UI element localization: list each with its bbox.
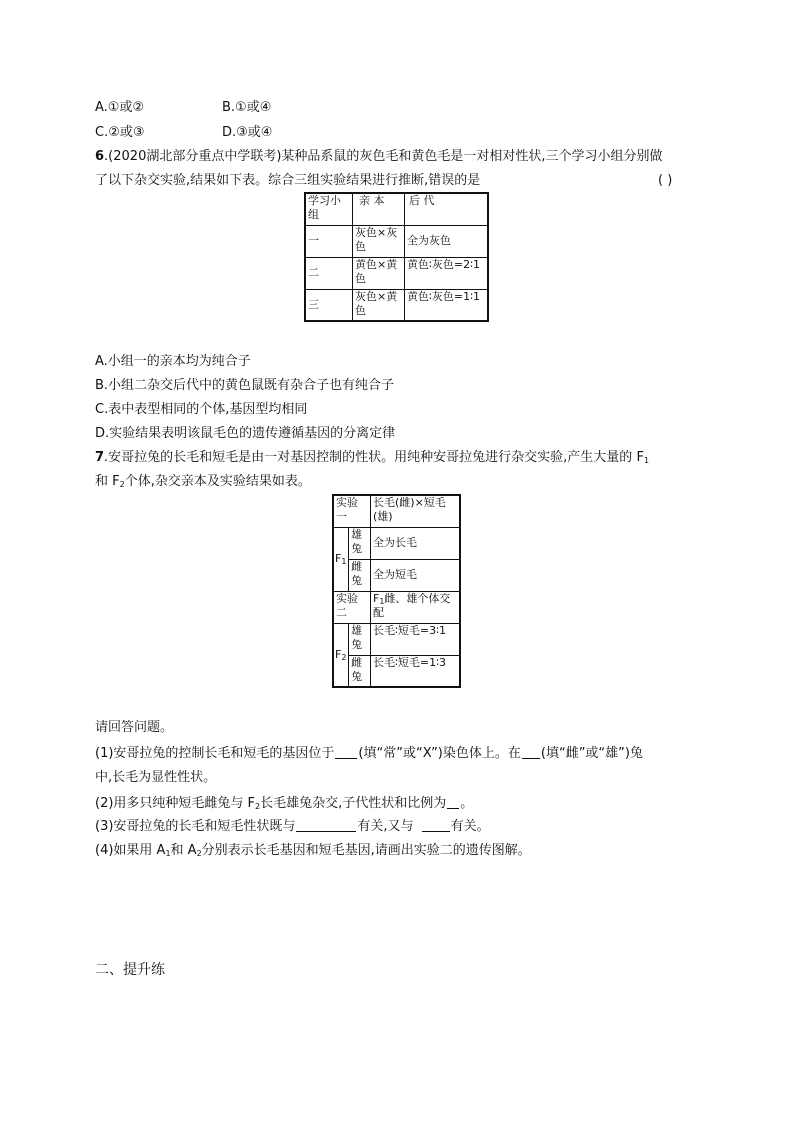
- q7-f1-female-result: 全为短毛: [371, 559, 461, 591]
- q7-f2-female-label: 雌兔: [349, 655, 371, 687]
- q6-header-offspring: 后 代: [405, 193, 489, 225]
- q5-option-d: D.③或④: [222, 125, 273, 140]
- q6-option-b: B.小组二杂交后代中的黄色鼠既有杂合子也有纯合子: [95, 378, 395, 393]
- q7-f2-female-result: 长毛∶短毛=1∶3: [371, 655, 461, 687]
- q7-sub3: (3)安哥拉兔的长毛和短毛性状既与 有关,又与 有关。: [95, 819, 490, 834]
- q7-f1-male-label: 雄兔: [349, 527, 371, 559]
- section-heading: 二、提升练: [95, 962, 165, 978]
- q5-option-c: C.②或③: [95, 125, 145, 140]
- q6-row1-group: 一: [305, 225, 353, 257]
- q7-exp1-label: 实验一: [333, 495, 371, 527]
- q7-exp2-content: $F_1$雌、雄个体交配: [371, 591, 461, 623]
- q6-answer-paren: ( ): [658, 173, 673, 188]
- q7-exp2-label: 实验二: [333, 591, 371, 623]
- q6-row1-offspring: 全为灰色: [405, 225, 489, 257]
- q7-sub2: (2)用多只纯种短毛雌兔与 $F_2$长毛雄兔杂交,子代性状和比例为 。: [95, 796, 474, 811]
- q7-f2-label: $F_2$: [333, 623, 349, 687]
- q7-prompt: 请回答问题。: [95, 720, 174, 735]
- answer-blank[interactable]: [522, 745, 540, 759]
- q6-row2-group: 二: [305, 257, 353, 289]
- q7-sub1-line2: 中,长毛为显性性状。: [95, 770, 217, 785]
- q7-f1-male-result: 全为长毛: [371, 527, 461, 559]
- q6-number: 6: [95, 149, 105, 164]
- q6-row3-offspring: 黄色∶灰色=1∶1: [405, 289, 489, 321]
- table-row: [305, 225, 488, 257]
- answer-blank[interactable]: [447, 795, 459, 809]
- q7-f1-label: $F_1$: [333, 527, 349, 591]
- q6-row1-parent: 灰色×灰色: [353, 225, 405, 257]
- q6-header-parent: 亲 本: [353, 193, 405, 225]
- q7-number: 7: [95, 450, 105, 465]
- q6-option-c: C.表中表型相同的个体,基因型均相同: [95, 402, 308, 417]
- q6-row3-group: 三: [305, 289, 353, 321]
- q7-exp1-content: 长毛(雌)×短毛(雄): [371, 495, 461, 527]
- q7-sub1-line1: (1)安哥拉兔的控制长毛和短毛的基因位于 (填“常”或“X”)染色体上。在 (填“雌”或“雄”)兔: [95, 746, 643, 761]
- answer-blank[interactable]: [335, 745, 357, 759]
- q5-option-a: A.①或②: [95, 100, 145, 115]
- q6-row2-parent: 黄色×黄色: [353, 257, 405, 289]
- table-row: [305, 289, 488, 321]
- table-row: [333, 655, 460, 687]
- q7-f2-male-result: 长毛∶短毛=3∶1: [371, 623, 461, 655]
- table-row: [333, 591, 460, 623]
- q6-header-group: 学习小组: [305, 193, 353, 225]
- q6-source: .(2020湖北部分重点中学联考): [104, 149, 282, 164]
- q6-row3-parent: 灰色×黄色: [353, 289, 405, 321]
- q6-stem-text: 某种品系鼠的灰色毛和黄色毛是一对相对性状,三个学习小组分别做: [281, 149, 663, 164]
- q5-option-b: B.①或④: [222, 100, 272, 115]
- table-row: [333, 527, 460, 559]
- table-row: [333, 559, 460, 591]
- table-row: [333, 495, 460, 527]
- answer-blank[interactable]: [422, 818, 450, 832]
- q7-table: [332, 494, 461, 688]
- q6-option-d: D.实验结果表明该鼠毛色的遗传遵循基因的分离定律: [95, 426, 396, 441]
- answer-blank[interactable]: [296, 818, 356, 832]
- q6-stem-line2: 了以下杂交实验,结果如下表。综合三组实验结果进行推断,错误的是: [95, 173, 481, 188]
- q7-f2-male-label: 雄兔: [349, 623, 371, 655]
- table-row: [305, 257, 488, 289]
- q7-stem-line2: 和 $F_2$个体,杂交亲本及实验结果如表。: [95, 474, 311, 489]
- q6-stem-line1: [95, 148, 663, 166]
- q7-sub4: (4)如果用 $A_1$和 $A_2$分别表示长毛基因和短毛基因,请画出实验二的遗传图解。: [95, 843, 531, 858]
- q7-stem-line1: 7.安哥拉兔的长毛和短毛是由一对基因控制的性状。用纯种安哥拉兔进行杂交实验,产生大量的 $F_1$: [95, 450, 650, 465]
- q6-table: [304, 192, 489, 322]
- q6-row2-offspring: 黄色∶灰色=2∶1: [405, 257, 489, 289]
- q6-option-a: A.小组一的亲本均为纯合子: [95, 354, 251, 369]
- table-row: [333, 623, 460, 655]
- q7-f1-female-label: 雌兔: [349, 559, 371, 591]
